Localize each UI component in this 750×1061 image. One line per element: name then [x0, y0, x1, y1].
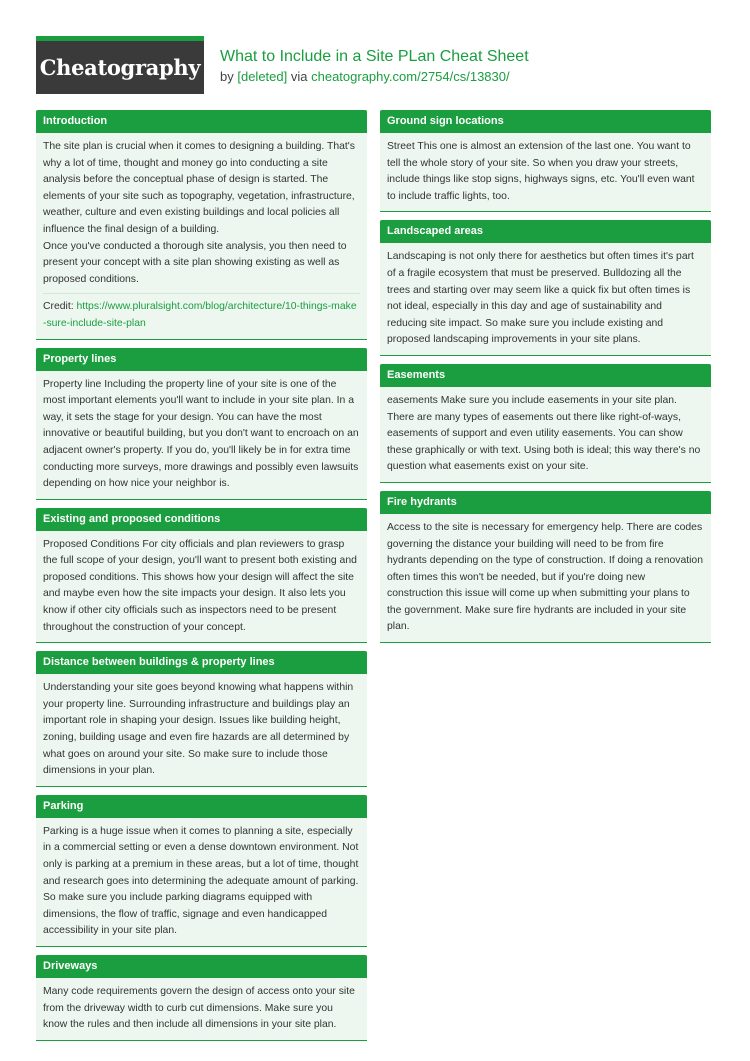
section-heading: Existing and proposed conditions — [36, 508, 367, 531]
section-heading: Easements — [380, 364, 711, 387]
section-heading: Ground sign locations — [380, 110, 711, 133]
section-property-lines — [36, 348, 367, 500]
author-link[interactable]: [deleted] — [237, 69, 288, 84]
credit-line — [43, 293, 360, 332]
section-body: Parking is a huge issue when it comes to planning a site, especially in a commercial setting or even a dense downtown environment. Not only is parking at a premium in these areas, but a lot of time, thought and research goes into determining the adequate amount of parking. So make sure you include parking diagrams equipped with dimensions, the flow of traffic, signage and even handicapped accessibility in your site plan. — [43, 825, 359, 937]
cheatography-logo[interactable]: Cheatography — [36, 36, 204, 94]
section-introduction — [36, 110, 367, 340]
section-body: easements Make sure you include easements in your site plan. There are many types of easements out there like right-of-ways, easements of support and even utility easements. You can show these graphically or with text. Using both is ideal; this way there's no question what easements exist on your site. — [387, 394, 701, 473]
by-prefix: by — [220, 69, 234, 84]
section-body: Understanding your site goes beyond knowing what happens within your property line. Surrounding infrastructure and buildings play an important role in shaping your design. Issues like building height, zoning, building usage and even fire hazards are all determined by what goes on around your site. So make sure to include those dimensions in your plan. — [43, 682, 354, 777]
intro-paragraph-2: Once you've conducted a thorough site analysis, you then need to present your concept with a site plan showing existing as well as proposed conditions. — [43, 240, 347, 285]
credit-link[interactable]: https://www.pluralsight.com/blog/architecture/10-things-make-sure-include-site-plan — [43, 301, 357, 329]
section-heading: Landscaped areas — [380, 220, 711, 243]
section-heading: Distance between buildings & property lines — [36, 651, 367, 674]
section-landscaped — [380, 220, 711, 356]
sheet-url-link[interactable]: cheatography.com/2754/cs/13830/ — [311, 69, 510, 84]
section-body: Access to the site is necessary for emergency help. There are codes governing the distance your building will need to be from fire hydrants depending on the type of construction. If doing a renovation often times this won't be needed, but if you're doing new construction this issue will come up when submitting your plans to the government. Make sure fire hydrants are included in your site plan. — [387, 521, 703, 633]
section-ground-signs — [380, 110, 711, 212]
via-text: via — [290, 69, 308, 84]
section-easements — [380, 364, 711, 483]
section-fire-hydrants — [380, 491, 711, 643]
section-heading: Driveways — [36, 955, 367, 978]
section-heading: Fire hydrants — [380, 491, 711, 514]
section-body: Landscaping is not only there for aesthetics but often times it's part of a fragile ecosystem that must be preserved. Bulldozing all the trees and starting over may seem like a quick fix but often times is not ideal, especially in this day and age of sustainability and reducing site impact. So make sure you include existing and proposed landscaping improvements in your site plans. — [387, 251, 694, 346]
section-parking — [36, 795, 367, 947]
right-column — [380, 110, 711, 651]
section-body — [36, 135, 367, 339]
section-driveways — [36, 955, 367, 1041]
page-title[interactable]: What to Include in a Site PLan Cheat Sheet — [220, 48, 529, 65]
byline — [220, 69, 510, 84]
intro-paragraph-1: The site plan is crucial when it comes to designing a building. That's why a lot of time, thought and money go into conducting a site analysis before the conceptual phase of design is started. The elements of your site such as topography, vegetation, infrastructure, weather, culture and even existing buildings and local policies all influence the final design of a building. — [43, 141, 355, 235]
section-existing-proposed — [36, 508, 367, 644]
section-body: Street This one is almost an extension of the last one. You want to tell the whole story of your site. So when you draw your streets, include things like stop signs, highways signs, etc. You'll even want to include traffic lights, too. — [387, 141, 695, 202]
section-heading: Property lines — [36, 348, 367, 371]
section-heading: Introduction — [36, 110, 367, 133]
credit-label: Credit: — [43, 301, 74, 313]
section-body: Proposed Conditions For city officials and plan reviewers to grasp the full scope of your design, you'll want to present both existing and proposed conditions. This shows how your design will affect the site and maybe even how the site impacts your design. It also lets you know if other city officials such as inspectors need to be present throughout the construction of your concept. — [43, 538, 357, 633]
left-column — [36, 110, 367, 1049]
section-body: Property line Including the property line of your site is one of the most important elements you'll want to include in your site plan. In a way, it sets the stage for your design. You can have the most innovative or beautiful building, but you don't want to encroach on an adjacent owner's property. If you do, you'll likely be in for extra time conducting more surveys, more drawings and possibly even lawsuits depending on how nice your neighbor is. — [43, 378, 359, 490]
section-heading: Parking — [36, 795, 367, 818]
section-body: Many code requirements govern the design of access onto your site from the driveway width to curb cut dimensions. Make sure you know the rules and then include all dimensions in your site plan. — [43, 985, 355, 1031]
section-distance — [36, 651, 367, 787]
page-header — [36, 36, 716, 94]
